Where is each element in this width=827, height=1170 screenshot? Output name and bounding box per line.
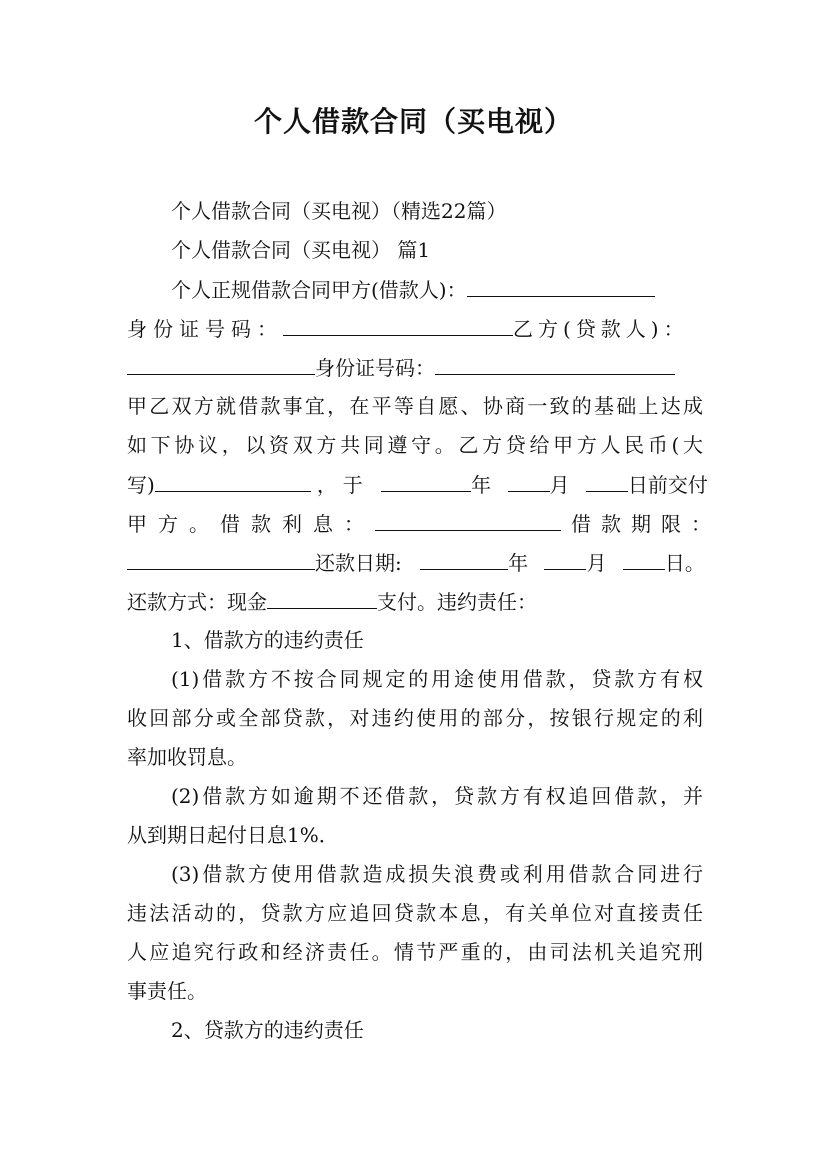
paragraph-line: (3)借款方使用借款造成损失浪费或利用借款合同进行 xyxy=(171,862,703,886)
fill-blank xyxy=(435,354,675,375)
section-heading: 1、借款方的违约责任 xyxy=(171,628,364,652)
text-span: 日前交付 xyxy=(627,473,708,497)
paragraph-line xyxy=(127,549,703,576)
text-span: 身份证号码： xyxy=(315,356,435,380)
paragraph-line: 甲乙双方就借款事宜，在平等自愿、协商一致的基础上达成 xyxy=(127,394,703,418)
text-span: 年 xyxy=(471,473,492,497)
section-heading: 个人借款合同（买电视） 篇1 xyxy=(171,238,431,262)
fill-blank xyxy=(586,471,628,492)
fill-blank xyxy=(127,549,315,570)
fill-blank xyxy=(155,471,311,492)
text-span: 身份证号码： xyxy=(127,317,283,341)
fill-blank xyxy=(375,510,561,531)
text-span: ，于 xyxy=(316,473,369,497)
paragraph-line: 事责任。 xyxy=(127,979,207,1003)
paragraph-line xyxy=(127,276,747,303)
paragraph-line: 违法活动的，贷款方应追回贷款本息，有关单位对直接责任 xyxy=(127,901,703,925)
paragraph-line xyxy=(127,354,703,381)
text-span: 个人正规借款合同甲方(借款人)： xyxy=(171,278,467,302)
text-span: 月 xyxy=(586,551,607,575)
fill-blank xyxy=(283,315,513,336)
fill-blank xyxy=(420,549,508,570)
text-span: 写) xyxy=(127,473,155,497)
fill-blank xyxy=(267,588,377,609)
fill-blank xyxy=(508,471,550,492)
paragraph-line xyxy=(127,315,703,342)
text-span: 支付。违约责任： xyxy=(377,590,537,614)
text-span: 年 xyxy=(508,551,529,575)
paragraph-line: (1)借款方不按合同规定的用途使用借款，贷款方有权 xyxy=(171,667,703,691)
fill-blank xyxy=(623,549,665,570)
paragraph-line xyxy=(127,471,708,498)
paragraph-line: 率加收罚息。 xyxy=(127,745,247,769)
paragraph-line: (2)借款方如逾期不还借款，贷款方有权追回借款，并 xyxy=(171,784,703,808)
subtitle-line: 个人借款合同（买电视）（精选22篇） xyxy=(171,199,507,223)
paragraph-line: 收回部分或全部贷款，对违约使用的部分，按银行规定的利 xyxy=(127,706,703,730)
paragraph-line xyxy=(127,588,703,615)
text-span: 日。 xyxy=(664,551,705,575)
section-heading: 2、贷款方的违约责任 xyxy=(171,1018,364,1042)
text-span: 还款日期: xyxy=(315,551,402,575)
text-span: 月 xyxy=(549,473,570,497)
fill-blank xyxy=(381,471,471,492)
text-span: 还款方式：现金 xyxy=(127,590,267,614)
paragraph-line xyxy=(127,510,721,537)
text-span: 借款期限： xyxy=(571,512,721,536)
text-span: 甲方。借款利息： xyxy=(127,512,375,536)
fill-blank xyxy=(127,354,315,375)
fill-blank xyxy=(467,276,655,297)
paragraph-line: 从到期日起付日息1%． xyxy=(127,823,339,847)
document-title: 个人借款合同（买电视） xyxy=(253,105,573,138)
fill-blank xyxy=(544,549,586,570)
paragraph-line: 如下协议，以资双方共同遵守。乙方贷给甲方人民币(大 xyxy=(127,433,703,457)
paragraph-line: 人应追究行政和经济责任。情节严重的，由司法机关追究刑 xyxy=(127,940,703,964)
text-span: 乙方(贷款人)： xyxy=(513,317,689,341)
